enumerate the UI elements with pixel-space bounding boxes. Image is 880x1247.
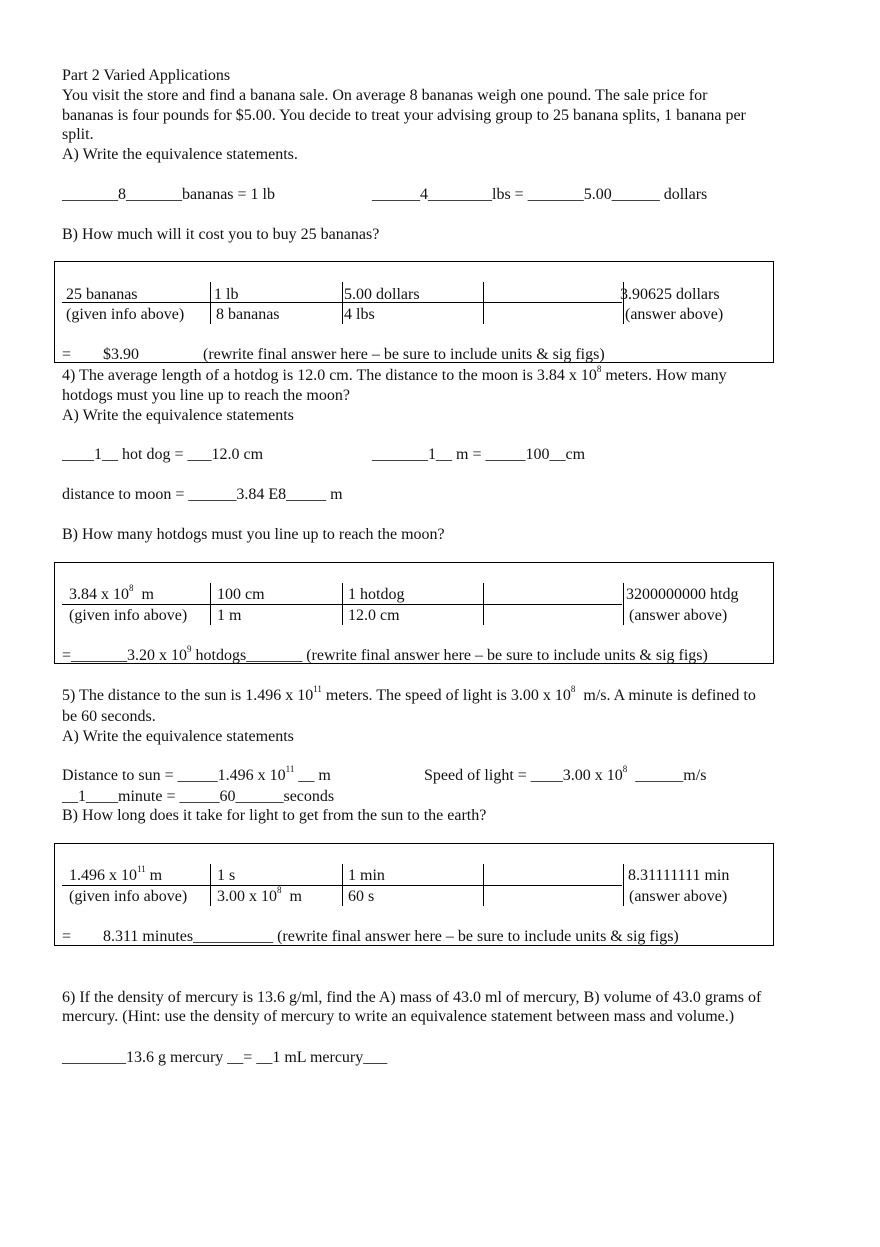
- intro-line-3: split.: [62, 126, 94, 143]
- table-col-line: [210, 583, 211, 625]
- q5-line-2: be 60 seconds.: [62, 708, 156, 725]
- cell-answer: 3200000000 htdg: [626, 586, 739, 603]
- cell-den-2: 60 s: [348, 888, 375, 905]
- intro-line-2: bananas is four pounds for $5.00. You decide to treat your advising group to 25 banana splits, 1 banana per: [62, 107, 746, 124]
- cell-answer-note: (answer above): [629, 888, 728, 905]
- cell-num-1: 1 lb: [214, 286, 239, 303]
- table-col-line: [623, 583, 624, 625]
- cell-num-2: 1 min: [348, 867, 385, 884]
- q6-line-2: mercury. (Hint: use the density of mercury to write an equivalence statement between mass and volume.): [62, 1008, 735, 1025]
- cell-given-note: (given info above): [69, 888, 188, 905]
- q5-equivalence-3: __1____minute = _____60______seconds: [62, 788, 335, 805]
- q5-question-a: A) Write the equivalence statements: [62, 728, 294, 745]
- cell-given: 1.496 x $10^{11}$ m: [69, 864, 163, 884]
- q4-line-1: 4) The average length of a hotdog is 12.0 cm. The distance to the moon is 3.84 x $10^8$ meters. How many: [62, 364, 727, 384]
- cell-given: 3.84 x $10^8$ m: [69, 583, 154, 603]
- cell-den-1: 3.00 x $10^8$ m: [217, 885, 302, 905]
- q5-equivalence-2: Speed of light = ____3.00 x $10^8$ ______m/s: [424, 764, 707, 784]
- q4-equivalence-3: distance to moon = ______3.84 E8_____ m: [62, 486, 343, 503]
- table-col-line: [342, 583, 343, 625]
- question-b: B) How much will it cost you to buy 25 bananas?: [62, 226, 380, 243]
- cell-den-2: 12.0 cm: [348, 607, 400, 624]
- table-col-line: [483, 583, 484, 625]
- table-col-line: [483, 282, 484, 324]
- cell-answer: 8.31111111 min: [628, 867, 730, 884]
- cell-given: 25 bananas: [66, 286, 138, 303]
- q5-equivalence-1: Distance to sun = _____1.496 x $10^{11}$ __ m: [62, 764, 331, 784]
- cell-answer-note: (answer above): [625, 306, 724, 323]
- cell-den-2: 4 lbs: [344, 306, 375, 323]
- cell-num-2: 1 hotdog: [348, 586, 405, 603]
- cell-given-note: (given info above): [69, 607, 188, 624]
- cell-given-note: (given info above): [66, 306, 185, 323]
- table-col-line: [483, 864, 484, 906]
- cell-answer-note: (answer above): [629, 607, 728, 624]
- q4-equivalence-1: ____1__ hot dog = ___12.0 cm: [62, 446, 264, 463]
- question-a: A) Write the equivalence statements.: [62, 146, 298, 163]
- q5-line-1: 5) The distance to the sun is 1.496 x $10^{11}$ meters. The speed of light is 3.00 x $10^8$ m/s. A minute is defined to: [62, 684, 756, 704]
- table-col-line: [342, 282, 343, 324]
- table-col-line: [623, 864, 624, 906]
- table-col-line: [342, 864, 343, 906]
- intro-line-1: You visit the store and find a banana sale. On average 8 bananas weigh one pound. The sale price for: [62, 87, 708, 104]
- cell-answer: 3.90625 dollars: [620, 286, 720, 303]
- final-answer: = $3.90 (rewrite final answer here – be sure to include units & sig figs): [62, 346, 605, 363]
- table-col-line: [210, 282, 211, 324]
- q6-line-1: 6) If the density of mercury is 13.6 g/ml, find the A) mass of 43.0 ml of mercury, B) volume of 43.0 grams of: [62, 989, 762, 1006]
- q4-question-a: A) Write the equivalence statements: [62, 407, 294, 424]
- cell-den-1: 8 bananas: [216, 306, 280, 323]
- q4-line-2: hotdogs must you line up to reach the moon?: [62, 387, 350, 404]
- equivalence-1: _______8_______bananas = 1 lb: [62, 186, 275, 203]
- q4-equivalence-2: _______1__ m = _____100__cm: [372, 446, 586, 463]
- cell-den-1: 1 m: [217, 607, 242, 624]
- cell-num-1: 1 s: [217, 867, 236, 884]
- equivalence-2: ______4________lbs = _______5.00______ dollars: [372, 186, 708, 203]
- table-col-line: [210, 864, 211, 906]
- q4-question-b: B) How many hotdogs must you line up to reach the moon?: [62, 526, 445, 543]
- cell-num-1: 100 cm: [217, 586, 265, 603]
- q5-question-b: B) How long does it take for light to get from the sun to the earth?: [62, 807, 487, 824]
- q6-equivalence: ________13.6 g mercury __= __1 mL mercury___: [62, 1049, 388, 1066]
- final-answer: = 8.311 minutes__________ (rewrite final answer here – be sure to include units & sig figs): [62, 928, 679, 945]
- section-title: Part 2 Varied Applications: [62, 67, 231, 84]
- cell-num-2: 5.00 dollars: [344, 286, 420, 303]
- final-answer: =_______3.20 x $10^9$ hotdogs_______ (rewrite final answer here – be sure to include units & sig figs): [62, 644, 708, 664]
